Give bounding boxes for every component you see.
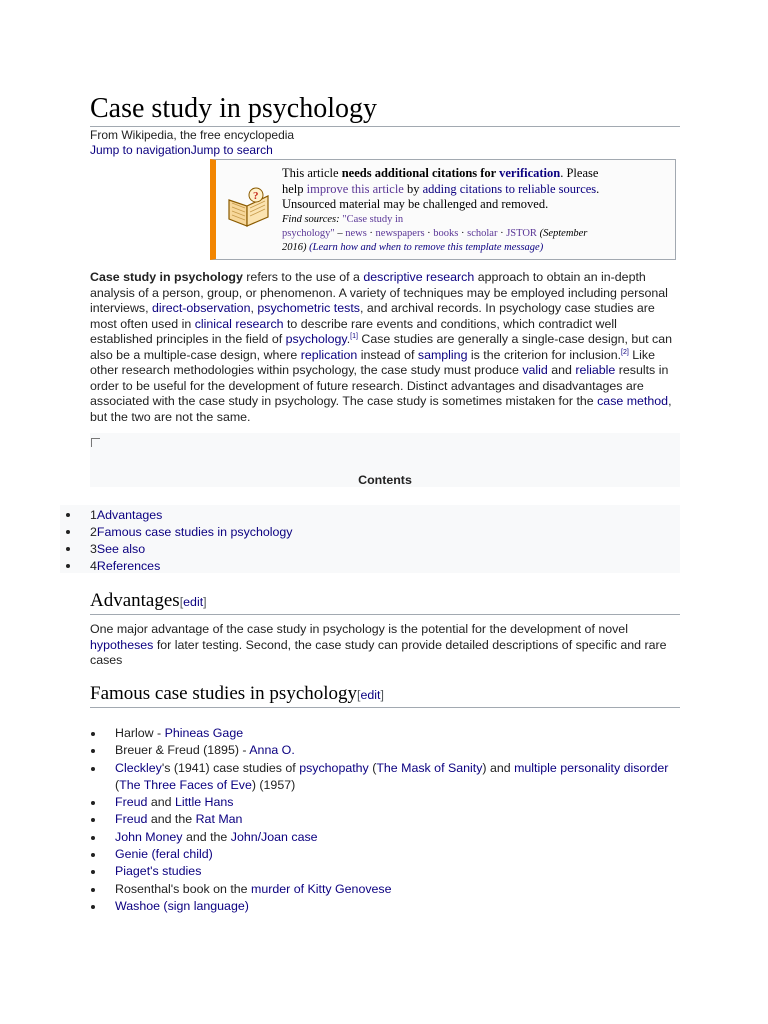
list-item	[90, 863, 680, 880]
valid-link[interactable]: valid	[522, 363, 548, 377]
tagline: From Wikipedia, the free encyclopedia	[90, 128, 295, 142]
book-question-icon	[226, 186, 272, 230]
list-item	[90, 846, 680, 863]
list-item: Breuer & Freud (1895) - Anna O.	[90, 742, 680, 759]
piaget-studies-link[interactable]: Piaget's studies	[115, 864, 202, 879]
rat-man-link[interactable]: Rat Man	[195, 812, 243, 827]
hypotheses-link[interactable]: hypotheses	[90, 637, 154, 652]
source-news-link[interactable]: news	[345, 227, 367, 239]
cleckley-link[interactable]: Cleckley	[115, 760, 162, 775]
psychology-link[interactable]: psychology	[285, 332, 347, 346]
find-sources-query-link-2[interactable]: psychology"	[282, 227, 335, 239]
freud-link[interactable]: Freud	[115, 795, 148, 810]
jump-to-navigation-link[interactable]: Jump to navigation	[90, 143, 191, 157]
toc-title: Contents	[358, 473, 412, 487]
phineas-gage-link[interactable]: Phineas Gage	[164, 726, 244, 740]
john-money-link[interactable]: John Money	[115, 829, 183, 844]
multiple-personality-disorder-link[interactable]: multiple personality disorder	[514, 760, 669, 775]
list-item: Cleckley's (1941) case studies of psychopathy (The Mask of Sanity) and multiple personality disorder (The Three Faces of Eve) (1957)	[90, 760, 680, 795]
replication-link[interactable]: replication	[300, 347, 358, 362]
john-joan-case-link[interactable]: John/Joan case	[230, 829, 318, 844]
adding-citations-link[interactable]: adding citations to reliable sources	[422, 181, 597, 196]
page-title: Case study in psychology	[90, 92, 680, 127]
mask-of-sanity-link[interactable]: The Mask of Sanity	[376, 760, 483, 775]
jump-links	[90, 143, 273, 157]
genie-link[interactable]: Genie (feral child)	[115, 847, 213, 862]
toc-toggle-checkbox[interactable]	[91, 438, 100, 447]
notice-message: This article needs additional citations for verification. Please help improve this article by adding citations to reliable sources. Unsourced material may be challenged and removed. Find sources: "Case study in psychology" – news · newspapers · books · scholar · JSTOR (September 2016) (Learn how and when to remove this template message)	[282, 166, 672, 255]
citation-notice-box	[210, 159, 676, 260]
advantages-paragraph: One major advantage of the case study in psychology is the potential for the development of novel hypotheses for later testing. Second, the case study can provide detailed descriptions of specific and rare cases	[90, 622, 667, 667]
freud-link[interactable]: Freud	[115, 812, 148, 827]
advantages-heading: Advantages[edit]	[90, 589, 680, 615]
edit-advantages-link[interactable]: edit	[183, 595, 204, 609]
find-sources-query-link[interactable]: "Case study in	[342, 213, 404, 225]
case-method-link[interactable]: case method	[597, 394, 669, 408]
intro-paragraph: Case study in psychology refers to the use of a descriptive research approach to obtain an in-depth analysis of a person, group, or phenomenon. A variety of techniques may be employed including personal interviews, direct-observation, psychometric tests, and archival records. In psychology case studies are most often used in clinical research to describe rare events and conditions, which contradict well established principles in the field of psychology.[1] Case studies are generally a single-case design, but can also be a multiple-case design, where replication instead of sampling is the criterion for inclusion.[2] Like other research methodologies within psychology, the case study must produce valid and reliable results in order to be useful for the development of future research. Distinct advantages and disadvantages are associated with the case study in psychology. The case study is sometimes mistaken for the case method, but the two are not the same.	[90, 270, 673, 424]
list-item: John Money and the John/Joan case	[90, 829, 680, 846]
citation-1[interactable]: [1]	[350, 333, 358, 340]
source-jstor-link[interactable]: JSTOR	[506, 227, 537, 239]
verification-link[interactable]: verification	[499, 166, 561, 180]
three-faces-of-eve-link[interactable]: The Three Faces of Eve	[119, 777, 252, 792]
reliable-link[interactable]: reliable	[575, 363, 616, 377]
sampling-link[interactable]: sampling	[417, 347, 468, 362]
little-hans-link[interactable]: Little Hans	[174, 795, 234, 810]
direct-observation-link[interactable]: direct-observation	[151, 301, 251, 315]
improve-article-link[interactable]: improve this article	[306, 181, 404, 196]
clinical-research-link[interactable]: clinical research	[194, 316, 284, 331]
psychometric-tests-link[interactable]: psychometric tests	[257, 301, 360, 315]
source-scholar-link[interactable]: scholar	[467, 227, 498, 239]
citation-2[interactable]: [2]	[621, 348, 629, 356]
table-of-contents	[90, 433, 680, 487]
learn-remove-template-link[interactable]: (Learn how and when to remove this template message)	[309, 241, 544, 253]
descriptive-research-link[interactable]: descriptive research	[363, 270, 475, 284]
list-item: Freud and the Rat Man	[90, 811, 680, 828]
list-item: Freud and Little Hans	[90, 794, 680, 811]
toc-list: 1Advantages 2Famous case studies in psychology 3See also 4References	[60, 505, 680, 573]
source-books-link[interactable]: books	[433, 227, 459, 239]
jump-to-search-link[interactable]: Jump to search	[190, 143, 273, 157]
washoe-link[interactable]: Washoe (sign language)	[115, 898, 249, 913]
edit-famous-cases-link[interactable]: edit	[360, 688, 381, 702]
source-newspapers-link[interactable]: newspapers	[375, 227, 425, 239]
list-item: Harlow - Phineas Gage	[90, 725, 680, 742]
kitty-genovese-link[interactable]: murder of Kitty Genovese	[251, 881, 392, 896]
anna-o-link[interactable]: Anna O.	[249, 743, 295, 758]
list-item: Rosenthal's book on the murder of Kitty Genovese	[90, 881, 680, 898]
famous-cases-heading: Famous case studies in psychology[edit]	[90, 682, 680, 708]
find-sources: Find sources: "Case study in psychology" – news · newspapers · books · scholar · JSTOR (September 2016) (Learn how and when to remove this template message)	[282, 213, 588, 253]
svg-text:?: ?	[253, 190, 259, 202]
list-item	[90, 898, 680, 915]
famous-cases-list	[90, 725, 680, 915]
psychopathy-link[interactable]: psychopathy	[299, 760, 369, 775]
